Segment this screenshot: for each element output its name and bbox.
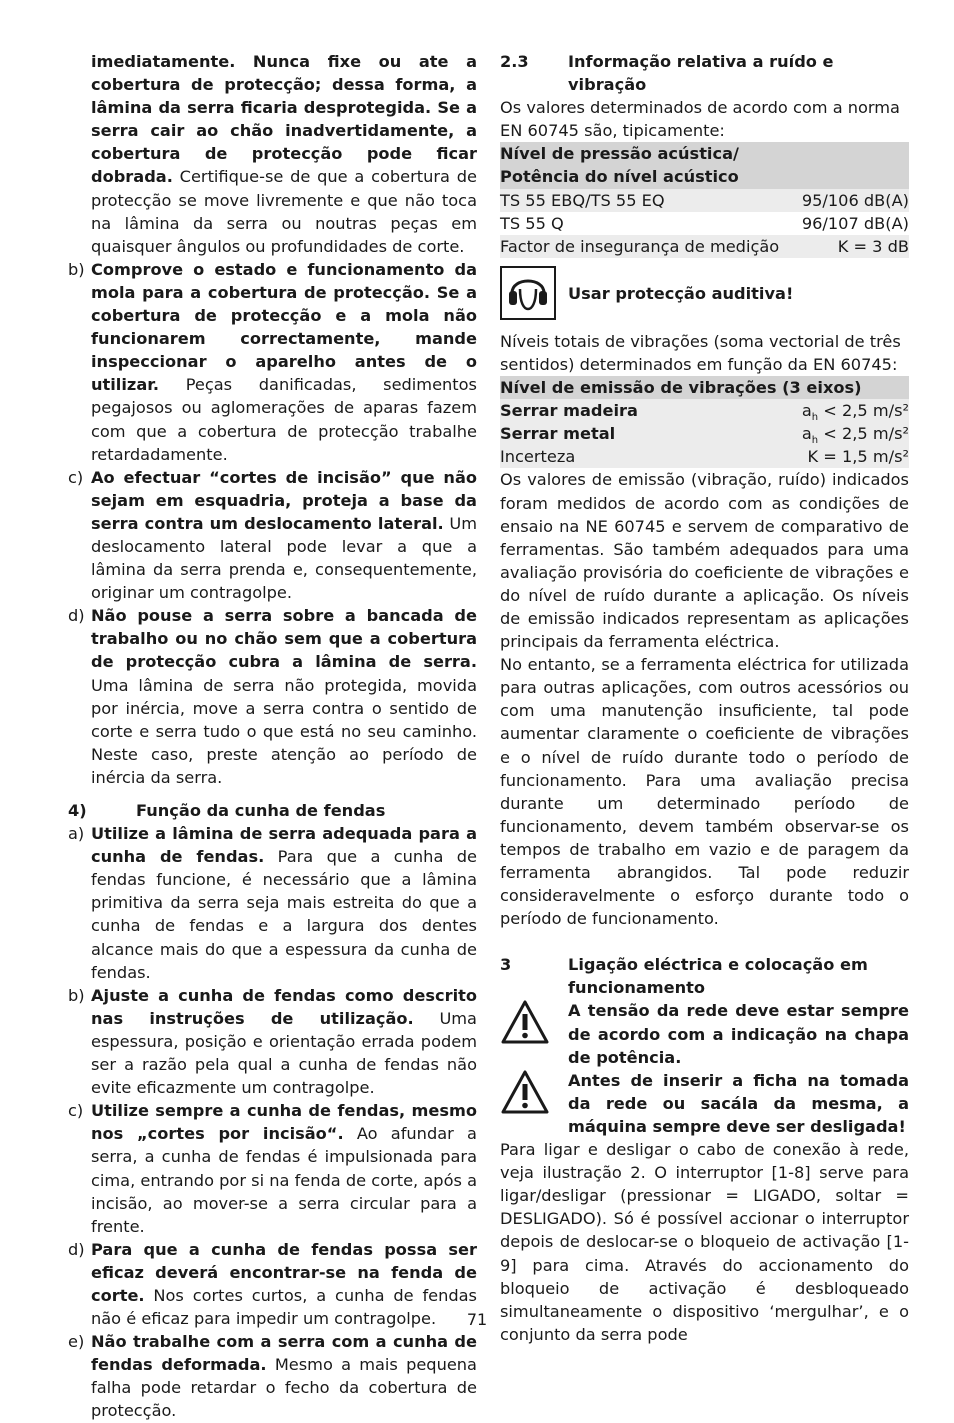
noise-table-header: Nível de pressão acústica/ [500,142,909,165]
left-column [68,50,477,1423]
noise-table-header: Potência do nível acústico [500,165,909,188]
warning-plug: Antes de inserir a ficha na tomada da rede ou sacála da mesma, a máquina sempre deve ser desligada! [500,1069,909,1138]
list-item-e: e) Não trabalhe com a serra com a cunha de fendas deformada. Mesmo a mais pequena falha pode retardar o fecho da cobertura de protecção. [68,1332,477,1421]
noise-table [500,142,909,257]
warning-triangle-icon [500,999,550,1045]
vibration-intro: Níveis totais de vibrações (soma vectorial de três sentidos) determinados em função da EN 60745: [500,331,901,374]
ear-protection-icon [500,266,556,320]
table-row: Serrar metal $a_h < 2,5$ m/s² [500,424,909,447]
intro-paragraph: imediatamente. Nunca fixe ou ate a cobertura de protecção; dessa forma, a lâmina da serra ficaria desprotegida. Se a serra cair ao chão inadvertidamente, a cobertura de protecção pode ficar dobrada. Certifique-se de que a cobertura de protecção se move livremente e que não toca na lâmina da serra ou noutras peças em quaisquer ângulos ou profundidades de corte. [91,52,477,256]
warning-voltage: A tensão da rede deve estar sempre de acordo com a indicação na chapa de potência. [500,999,909,1068]
table-row: Factor de insegurança de medição K = 3 dB [500,235,909,258]
list-item-c2: c) Utilize sempre a cunha de fendas, mesmo nos „cortes por incisão“. Ao afundar a serra, a cunha de fendas é impulsionada para cima, entrando por si na fenda de corte, após a incisão, ao mover-se a serra circular para a frente. [68,1101,477,1236]
list-item-c: c) Ao efectuar “cortes de incisão” que não sejam em esquadria, proteja a base da serra contra um deslocamento lateral. Um deslocamento lateral pode levar a que a lâmina da serra prenda e, consequentemente, originar um contragolpe. [68,467,477,603]
list-item-a: a) Utilize a lâmina de serra adequada para a cunha de fendas. Para que a cunha de fendas funcione, é necessário que a lâmina primitiva da serra seja mais estreita do que a cunha de fendas e a largura dos dentes alcance mais do que a espessura da cunha de fendas. [68,824,477,982]
page-number: 71 [466,1310,488,1329]
vibration-table [500,376,909,468]
list-item-d: d) Não pouse a serra sobre a bancada de trabalho ou no chão sem que a cobertura de protecção cubra a lâmina de serra. Uma lâmina de serra não protegida, movida por inércia, move a serra contra o sentido de corte e serra tudo o que está no seu caminho. Neste caso, preste atenção ao período de inércia da serra. [68,606,477,787]
list-item-b2: b) Ajuste a cunha de fendas como descrito nas instruções de utilização. Uma espessura, posição e orientação errada podem ser a razão pela qual a cunha de fendas não evite eficazmente um contragolpe. [68,985,477,1098]
right-column [500,50,909,1346]
paragraph-switch: Para ligar e desligar o cabo de conexão à rede, veja ilustração 2. O interruptor [1-8] serve para ligar/desligar (pressionar = LIGADO, soltar = DESLIGADO). Só é possível accionar o interruptor depois de deslocar-se o bloqueio de activação [1-9] para cima. Através do accionamento do bloqueio de activação é desbloqueado simultaneamente o dispositivo ‘mergulhar’, e o conjunto da serra pode [500,1140,909,1344]
table-row: TS 55 EBQ/TS 55 EQ 95/106 dB(A) [500,189,909,212]
section-3-heading: 3 Ligação eléctrica e colocação em funcionamento [500,955,868,998]
list-item-d2: d) Para que a cunha de fendas possa ser eficaz deverá encontrar-se na fenda de corte. Nos cortes curtos, a cunha de fendas não é eficaz para impedir um contragolpe. [68,1239,477,1329]
table-row: Serrar madeira $a_h < 2,5$ m/s² [500,401,909,424]
paragraph-emission: Os valores de emissão (vibração, ruído) indicados foram medidos de acordo com as condições de ensaio na NE 60745 e servem de comparativo de ferramentas. São também adequados para uma avaliação provisória do coeficiente de vibrações e do nível de ruído durante a aplicação. Os níveis de emissão indicados representam as aplicações principais da ferramenta eléctrica. [500,470,909,652]
table-row: Incerteza K = 1,5 m/s² [500,445,909,468]
vibration-table-header: Nível de emissão de vibrações (3 eixos) [500,376,909,399]
section-4-heading: 4) Função da cunha de fendas [68,801,386,820]
warning-triangle-icon [500,1069,550,1115]
noise-intro: Os valores determinados de acordo com a norma EN 60745 são, tipicamente: [500,98,900,141]
table-row: TS 55 Q 96/107 dB(A) [500,213,909,233]
hearing-protection-notice: Usar protecção auditiva! [500,266,909,320]
paragraph-usage: No entanto, se a ferramenta eléctrica for utilizada para outras aplicações, com outros acessórios ou com uma manutenção insuficiente, tal pode aumentar claramente o coeficiente de vibrações e o nível de ruído durante todo o período de funcionamento. Para uma avaliação precisa durante um determinado período de funcionamento, devem também observar-se os tempos de trabalho em vazio e de paragem da ferramenta abrangidos. Tal pode reduzir consideravelmente o esforço durante todo o período de funcionamento. [500,655,909,929]
section-2-3-heading: 2.3 Informação relativa a ruído e vibração [500,52,834,95]
list-item-b: b) Comprove o estado e funcionamento da mola para a cobertura de protecção. Se a cobertura de protecção e a mola não funcionarem correctamente, mande inspeccionar o aparelho antes de o utilizar. Peças danificadas, sedimentos pegajosos ou aglomerações de aparas fazem com que a cobertura de protecção trabalhe retardadamente. [68,259,477,464]
